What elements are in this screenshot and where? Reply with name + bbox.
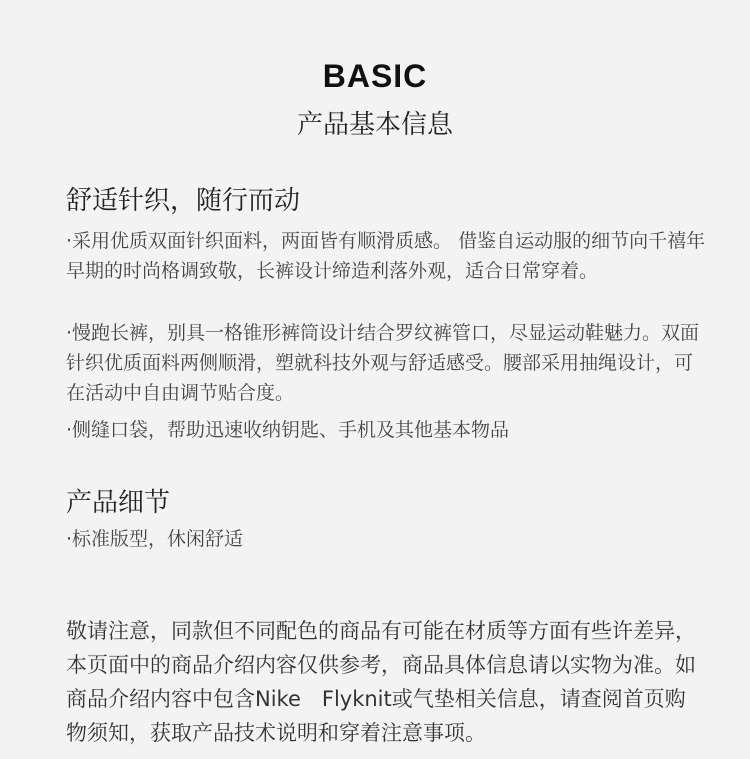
details-heading: 产品细节 xyxy=(66,488,171,518)
feature-bullet-2: ·慢跑长裤，别具一格锥形裤筒设计结合罗纹裤管口，尽显运动鞋魅力。双面针织优质面料两侧顺滑，塑就科技外观与舒适感受。腰部采用抽绳设计，可在活动中自由调节贴合度。 xyxy=(66,322,700,404)
feature-bullet-3: ·侧缝口袋，帮助迅速收纳钥匙、手机及其他基本物品 xyxy=(66,419,510,441)
detail-bullet-1: ·标准版型，休闲舒适 xyxy=(66,528,244,550)
page-subtitle: 产品基本信息 xyxy=(296,110,453,140)
features-heading: 舒适针织，随行而动 xyxy=(66,186,301,216)
brand-title: BASIC xyxy=(322,58,428,94)
feature-bullet-1: ·采用优质双面针织面料，两面皆有顺滑质感。 借鉴自运动服的细节向千禧年早期的时尚格调致敬，长裤设计缔造利落外观，适合日常穿着。 xyxy=(66,230,706,282)
disclaimer-notice: 敬请注意，同款但不同配色的商品有可能在材质等方面有些许差异，本页面中的商品介绍内容仅供参考，商品具体信息请以实物为准。如商品介绍内容中包含Nike Flyknit或气垫相关信息，请查阅首页购物须知，获取产品技术说明和穿着注意事项。 xyxy=(66,619,696,745)
